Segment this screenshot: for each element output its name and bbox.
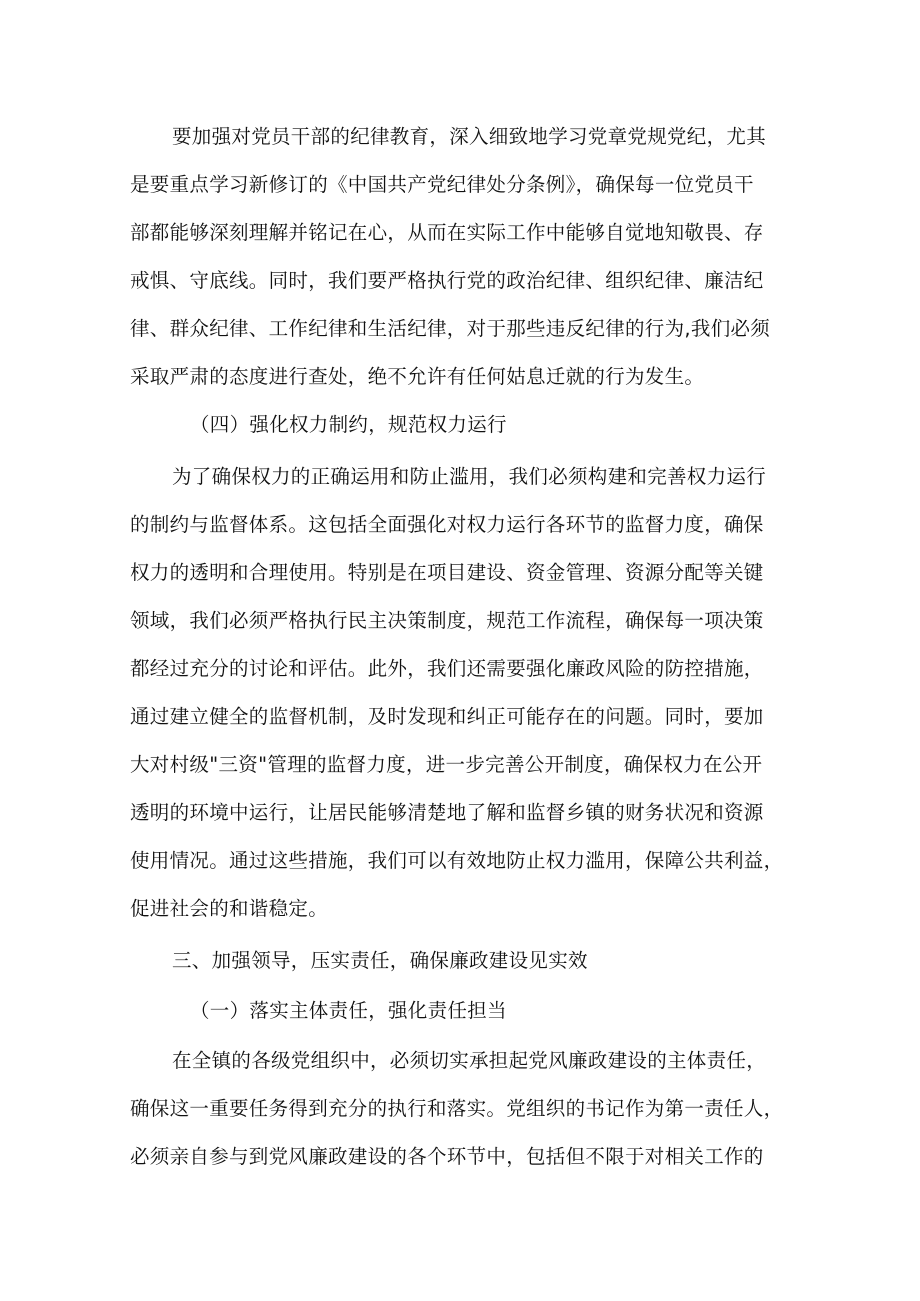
paragraph-3-line-2: 确保这一重要任务得到充分的执行和落实。党组织的书记作为第一责任人， [130, 1097, 784, 1120]
paragraph-1-line-2: 是要重点学习新修订的《中国共产党纪律处分条例》，确保每一位党员干 [130, 173, 754, 196]
subheading-implement-main-responsibility: （一）落实主体责任，强化责任担当 [190, 999, 507, 1022]
paragraph-2-line-3: 权力的透明和合理使用。特别是在项目建设、资金管理、资源分配等关键 [130, 561, 764, 584]
paragraph-2-line-2: 的制约与监督体系。这包括全面强化对权力运行各环节的监督力度，确保 [130, 513, 764, 536]
paragraph-2-line-9: 使用情况。通过这些措施，我们可以有效地防止权力滥用，保障公共利益， [130, 849, 784, 872]
paragraph-2-line-6: 通过建立健全的监督机制，及时发现和纠正可能存在的问题。同时，要加 [130, 705, 764, 728]
paragraph-1-line-3: 部都能够深刻理解并铭记在心，从而在实际工作中能够自觉地知敬畏、存 [130, 221, 764, 244]
paragraph-2-line-10: 促进社会的和谐稳定。 [130, 897, 329, 920]
section-3-heading: 三、加强领导，压实责任，确保廉政建设见实效 [172, 949, 588, 972]
paragraph-2-line-7: 大对村级"三资"管理的监督力度，进一步完善公开制度，确保权力在公开 [130, 753, 763, 776]
paragraph-1-line-5: 律、群众纪律、工作纪律和生活纪律，对于那些违反纪律的行为,我们必须 [130, 317, 771, 340]
paragraph-2-line-8: 透明的环境中运行，让居民能够清楚地了解和监督乡镇的财务状况和资源 [130, 801, 764, 824]
paragraph-1-line-6: 采取严肃的态度进行查处，绝不允许有任何姑息迁就的行为发生。 [130, 365, 705, 388]
paragraph-2-line-5: 都经过充分的讨论和评估。此外，我们还需要强化廉政风险的防控措施， [130, 657, 764, 680]
subheading-strengthen-power-constraints: （四）强化权力制约，规范权力运行 [190, 413, 507, 436]
paragraph-2-line-1: 为了确保权力的正确运用和防止滥用，我们必须构建和完善权力运行 [172, 465, 767, 488]
paragraph-3-line-3: 必须亲自参与到党风廉政建设的各个环节中，包括但不限于对相关工作的 [130, 1145, 764, 1168]
paragraph-1-line-1: 要加强对党员干部的纪律教育，深入细致地学习党章党规党纪，尤其 [172, 125, 767, 148]
paragraph-1-line-4: 戒惧、守底线。同时，我们要严格执行党的政治纪律、组织纪律、廉洁纪 [130, 269, 764, 292]
paragraph-2-line-4: 领域，我们必须严格执行民主决策制度，规范工作流程，确保每一项决策 [130, 609, 764, 632]
paragraph-3-line-1: 在全镇的各级党组织中，必须切实承担起党风廉政建设的主体责任， [172, 1049, 767, 1072]
